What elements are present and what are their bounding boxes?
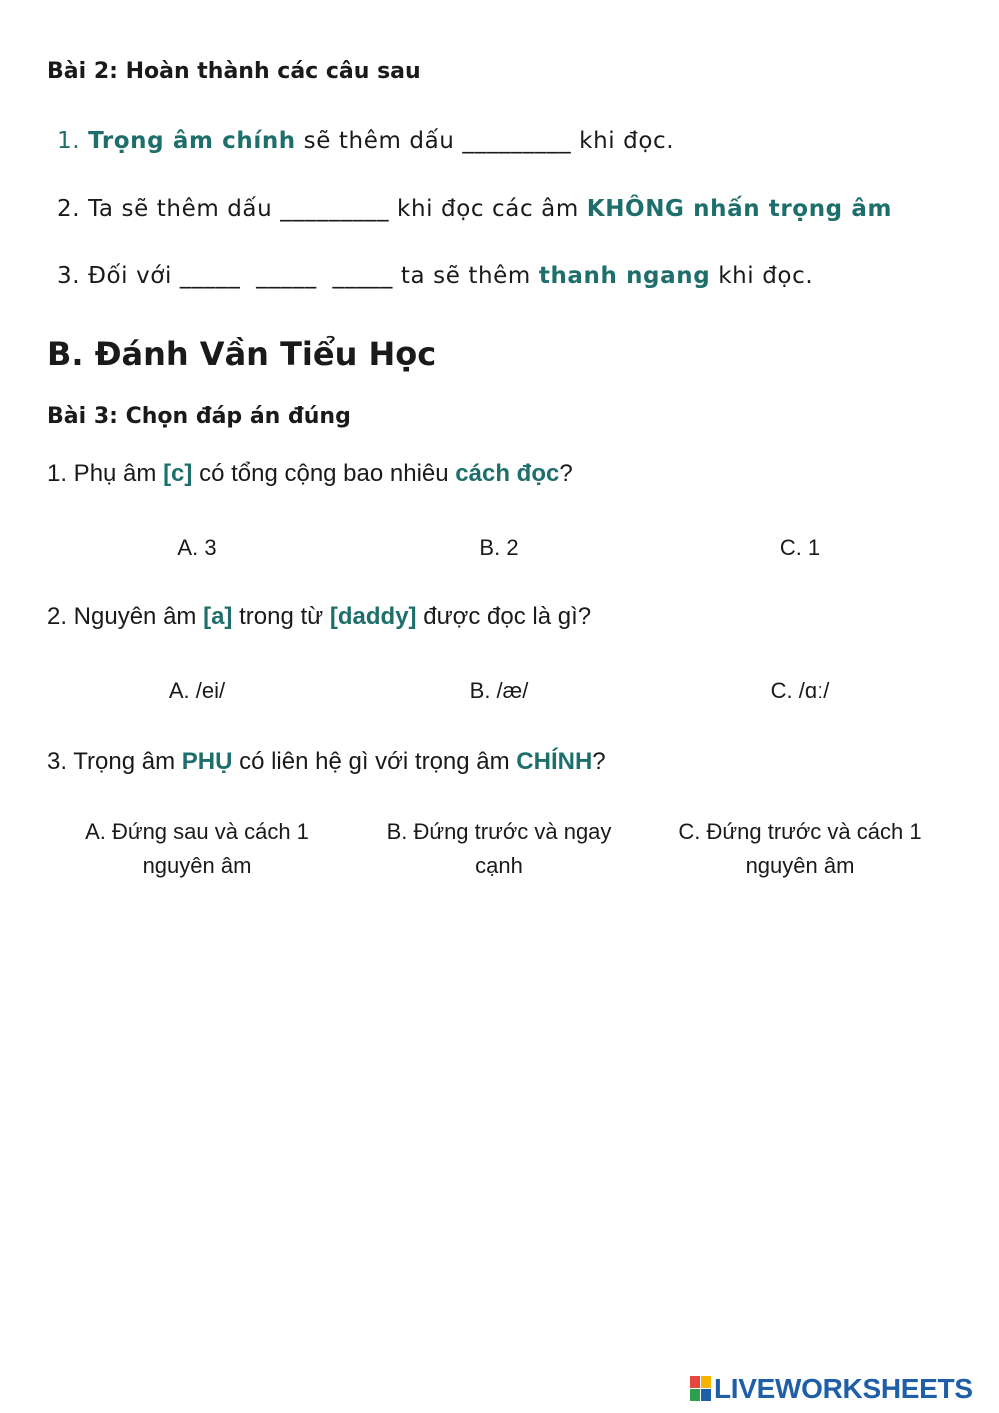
question-1-option-b[interactable]: B. 2 — [479, 535, 519, 560]
bai2-item-2-number: 2. — [57, 196, 81, 222]
bai2-item-3-text-after: khi đọc. — [710, 263, 814, 289]
question-3-part2: có liên hệ gì với trọng âm — [232, 748, 517, 775]
question-2-option-c[interactable]: C. /ɑː/ — [770, 678, 830, 703]
bai2-item-3-highlight: thanh ngang — [538, 263, 711, 289]
question-2-option-a[interactable]: A. /ei/ — [168, 678, 226, 703]
question-2-highlight-1: [a] — [203, 603, 233, 630]
bai3-heading: Bài 3: Chọn đáp án đúng — [47, 404, 351, 429]
question-1 — [47, 460, 573, 488]
question-3-option-b[interactable]: B. Đứng trước và ngay cạnh — [386, 819, 612, 878]
question-2-highlight-2: [daddy] — [329, 603, 417, 630]
question-2-part1: 2. Nguyên âm — [47, 603, 204, 630]
bai2-item-2 — [57, 196, 892, 222]
question-1-option-a[interactable]: A. 3 — [177, 535, 217, 560]
question-1-part1: 1. Phụ âm — [47, 460, 164, 487]
question-2 — [47, 603, 591, 631]
bai2-heading: Bài 2: Hoàn thành các câu sau — [47, 59, 421, 84]
bai2-item-1-number: 1. — [57, 128, 81, 154]
question-1-part3: ? — [559, 460, 573, 487]
bai2-item-1-text: sẽ thêm dấu _________ khi đọc. — [295, 128, 675, 154]
question-3 — [47, 748, 606, 776]
question-3-part3: ? — [592, 748, 606, 775]
bai2-item-3-number: 3. — [57, 263, 81, 289]
liveworksheets-logo — [690, 1373, 973, 1405]
bai2-item-3 — [57, 263, 813, 289]
question-3-option-c[interactable]: C. Đứng trước và cách 1 nguyên âm — [678, 819, 922, 878]
bai2-item-1 — [57, 128, 674, 154]
question-3-highlight-1: PHỤ — [181, 748, 233, 775]
question-1-option-c[interactable]: C. 1 — [779, 535, 821, 560]
bai2-item-3-text: Đối với _____ _____ _____ ta sẽ thêm — [88, 263, 539, 289]
bai2-item-1-highlight: Trọng âm chính — [88, 128, 296, 154]
question-3-highlight-2: CHÍNH — [516, 748, 593, 775]
question-1-highlight-1: [c] — [163, 460, 193, 487]
liveworksheets-logo-text: LIVEWORKSHEETS — [714, 1373, 973, 1404]
bai2-item-2-highlight: KHÔNG nhấn trọng âm — [586, 196, 893, 222]
question-2-part2: trong từ — [232, 603, 330, 630]
liveworksheets-logo-icon — [690, 1376, 712, 1402]
section-b-title: B. Đánh Vần Tiểu Học — [47, 335, 437, 373]
question-1-part2: có tổng cộng bao nhiêu — [192, 460, 456, 487]
question-2-part3: được đọc là gì? — [416, 603, 592, 630]
question-1-highlight-2: cách đọc — [455, 460, 560, 487]
bai2-item-2-text: Ta sẽ thêm dấu _________ khi đọc các âm — [88, 196, 587, 222]
question-3-part1: 3. Trọng âm — [47, 748, 182, 775]
question-3-option-a[interactable]: A. Đứng sau và cách 1 nguyên âm — [85, 819, 309, 878]
question-2-option-b[interactable]: B. /æ/ — [469, 678, 529, 703]
